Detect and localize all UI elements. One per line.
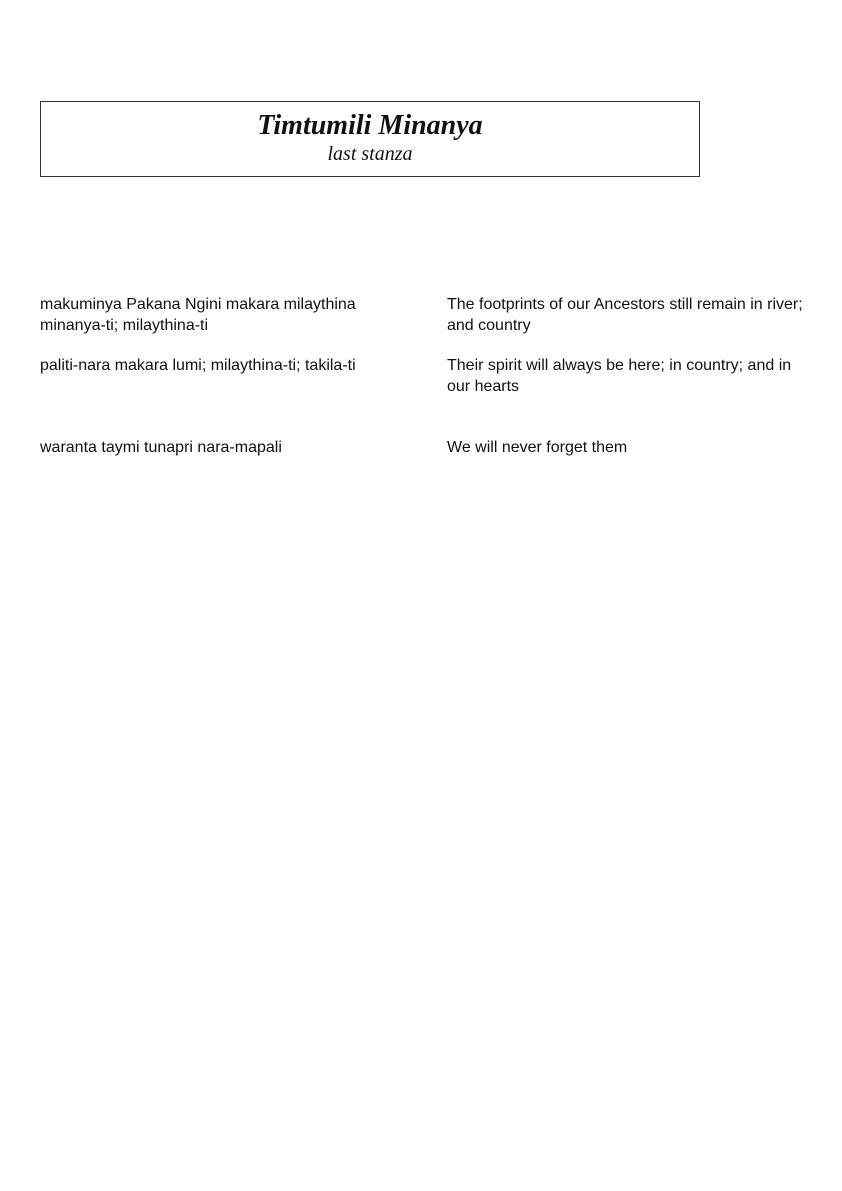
stanza-line-translation: The footprints of our Ancestors still remain in river; and country <box>447 296 803 334</box>
stanza-line-original: makuminya Pakana Ngini makara milaythina minanya-ti; milaythina-ti <box>40 296 356 334</box>
stanza-line-original: paliti-nara makara lumi; milaythina-ti; takila-ti <box>40 357 356 374</box>
title-box <box>40 101 700 177</box>
stanza-line-translation: Their spirit will always be here; in country; and in our hearts <box>447 357 792 395</box>
stanza-line-translation: We will never forget them <box>447 439 628 456</box>
stanza-line-original: waranta taymi tunapri nara-mapali <box>40 439 282 456</box>
page-subtitle: last stanza <box>327 143 413 165</box>
page-title: Timtumili Minanya <box>257 110 483 141</box>
